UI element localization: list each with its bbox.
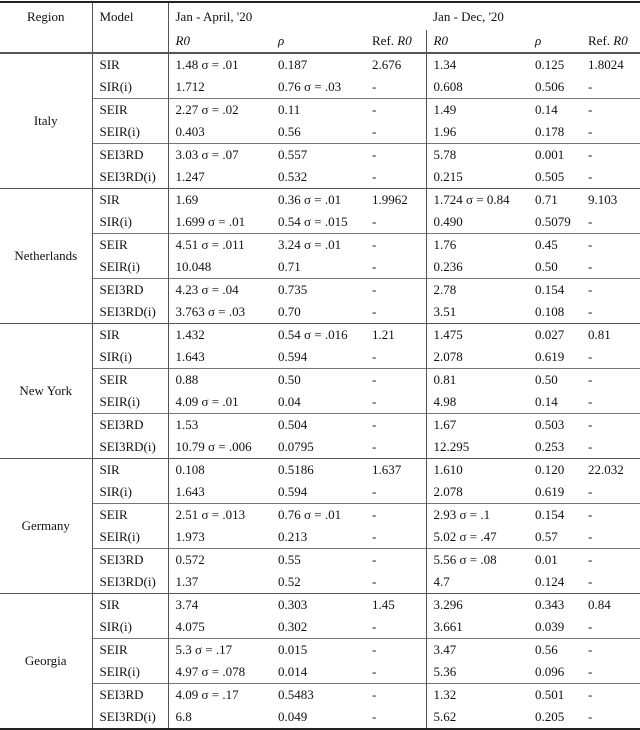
- cell-ref-r0-jan-april: -: [365, 706, 426, 729]
- cell-rho-jan-april: 0.54 σ = .015: [278, 214, 348, 229]
- cell-rho-jan-dec: 0.039: [535, 619, 565, 634]
- cell-model: SIR: [92, 53, 168, 76]
- cell-r0-jan-april: 0.108: [168, 459, 271, 482]
- cell-rho-jan-dec: 0.501: [528, 684, 581, 707]
- cell-ref-r0-jan-dec: -: [581, 504, 640, 527]
- cell-r0-jan-dec: 1.34: [433, 57, 457, 72]
- cell-ref-r0-jan-april: -: [365, 166, 426, 189]
- cell-rho-jan-april: 0.532: [278, 169, 308, 184]
- cell-r0-jan-april: 1.247: [175, 169, 205, 184]
- cell-ref-r0-jan-dec: -: [588, 619, 593, 634]
- cell-ref-r0-jan-dec: -: [588, 304, 593, 319]
- region-name: Italy: [0, 53, 92, 189]
- header-row-periods: [0, 2, 640, 30]
- cell-r0-jan-april: 1.432: [168, 324, 271, 347]
- header-region: Region: [0, 2, 92, 30]
- cell-ref-r0-jan-april: -: [365, 234, 426, 257]
- header-r0-2: [426, 30, 528, 53]
- region-name: New York: [0, 324, 92, 459]
- cell-rho-jan-april: 0.71: [278, 259, 301, 274]
- cell-model: SIR: [92, 324, 168, 347]
- region-name: Germany: [0, 459, 92, 594]
- cell-ref-r0-jan-april: -: [365, 211, 426, 234]
- cell-r0-jan-april: 0.88: [168, 369, 271, 392]
- cell-r0-jan-dec: 0.236: [433, 259, 463, 274]
- header-model: Model: [92, 2, 168, 30]
- cell-r0-jan-dec: 5.36: [433, 664, 457, 679]
- cell-r0-jan-april: 2.51 σ = .013: [168, 504, 271, 527]
- cell-r0-jan-april: 4.09 σ = .01: [175, 394, 239, 409]
- cell-ref-r0-jan-april: -: [365, 144, 426, 167]
- table-row: [0, 549, 640, 572]
- cell-ref-r0-jan-april: -: [365, 391, 426, 414]
- cell-rho-jan-dec: 0.027: [528, 324, 581, 347]
- cell-model: SEI3RD(i): [92, 571, 168, 594]
- cell-r0-jan-april: 0.572: [168, 549, 271, 572]
- cell-ref-r0-jan-dec: 22.032: [581, 459, 640, 482]
- cell-r0-jan-april: 1.53: [168, 414, 271, 437]
- cell-model: SIR: [92, 594, 168, 617]
- cell-ref-r0-jan-dec: -: [588, 664, 593, 679]
- cell-r0-jan-dec: 2.93 σ = .1: [426, 504, 528, 527]
- cell-r0-jan-dec: 0.81: [426, 369, 528, 392]
- cell-ref-r0-jan-dec: 1.8024: [588, 57, 624, 72]
- cell-ref-r0-jan-dec: -: [588, 484, 593, 499]
- cell-model: SEIR(i): [92, 256, 168, 279]
- cell-rho-jan-dec: 0.154: [528, 504, 581, 527]
- cell-rho-jan-dec: 0.178: [535, 124, 565, 139]
- cell-ref-r0-jan-april: 1.9962: [365, 189, 426, 212]
- cell-r0-jan-dec: 5.02 σ = .47: [433, 529, 497, 544]
- cell-r0-jan-dec: 1.724 σ = 0.84: [426, 189, 528, 212]
- cell-r0-jan-april: 4.23 σ = .04: [168, 279, 271, 302]
- cell-ref-r0-jan-dec: -: [581, 279, 640, 302]
- cell-rho-jan-april: 0.594: [278, 349, 308, 364]
- table-row: [0, 166, 640, 189]
- table-row: [0, 279, 640, 302]
- cell-rho-jan-dec: 0.125: [535, 57, 565, 72]
- table-row: [0, 481, 640, 504]
- table-row: [0, 53, 640, 76]
- cell-r0-jan-april: 10.048: [175, 259, 212, 274]
- cell-model: SEI3RD: [92, 414, 168, 437]
- cell-model: SEI3RD(i): [92, 301, 168, 324]
- cell-r0-jan-dec: 1.67: [426, 414, 528, 437]
- cell-model: SEIR: [92, 369, 168, 392]
- table-row: [0, 346, 640, 369]
- cell-rho-jan-april: 0.54 σ = .016: [271, 324, 365, 347]
- cell-ref-r0-jan-april: -: [365, 346, 426, 369]
- cell-r0-jan-april: 4.09 σ = .17: [168, 684, 271, 707]
- cell-ref-r0-jan-dec: 9.103: [581, 189, 640, 212]
- cell-ref-r0-jan-dec: -: [581, 369, 640, 392]
- cell-rho-jan-april: 0.55: [271, 549, 365, 572]
- cell-ref-r0-jan-dec: -: [588, 709, 593, 724]
- cell-rho-jan-dec: 0.14: [535, 394, 558, 409]
- cell-ref-r0-jan-april: -: [365, 639, 426, 662]
- cell-rho-jan-april: 0.50: [271, 369, 365, 392]
- table-row: [0, 616, 640, 639]
- cell-rho-jan-dec: 0.108: [535, 304, 565, 319]
- header-rho-2: [528, 30, 581, 53]
- cell-model: SEI3RD(i): [92, 436, 168, 459]
- cell-model: SEIR(i): [92, 121, 168, 144]
- cell-r0-jan-april: 0.403: [175, 124, 205, 139]
- cell-rho-jan-april: 0.187: [278, 57, 308, 72]
- cell-rho-jan-april: 0.302: [278, 619, 308, 634]
- cell-rho-jan-dec: 0.45: [528, 234, 581, 257]
- cell-rho-jan-dec: 0.001: [528, 144, 581, 167]
- cell-rho-jan-dec: 0.619: [535, 349, 565, 364]
- rho-label: ρ: [535, 33, 542, 48]
- header-empty: [92, 30, 168, 53]
- cell-r0-jan-april: 6.8: [175, 709, 192, 724]
- cell-ref-r0-jan-april: -: [365, 279, 426, 302]
- table-row: [0, 121, 640, 144]
- table-row: [0, 414, 640, 437]
- cell-rho-jan-dec: 0.50: [528, 369, 581, 392]
- table-row: [0, 571, 640, 594]
- cell-model: SEIR: [92, 234, 168, 257]
- cell-r0-jan-april: 1.712: [175, 79, 205, 94]
- cell-ref-r0-jan-dec: -: [588, 439, 593, 454]
- cell-ref-r0-jan-dec: -: [581, 639, 640, 662]
- table-row: [0, 256, 640, 279]
- cell-ref-r0-jan-april: -: [365, 436, 426, 459]
- cell-r0-jan-april: 10.79 σ = .006: [175, 439, 252, 454]
- table-row: [0, 706, 640, 729]
- cell-r0-jan-april: 1.37: [175, 574, 199, 589]
- header-empty: [0, 30, 92, 53]
- table-row: [0, 301, 640, 324]
- cell-ref-r0-jan-dec: -: [581, 684, 640, 707]
- r0-label: R0: [613, 33, 628, 48]
- cell-rho-jan-april: 0.5483: [271, 684, 365, 707]
- cell-r0-jan-dec: 1.32: [426, 684, 528, 707]
- r0-label: R0: [397, 33, 412, 48]
- cell-r0-jan-dec: 2.078: [433, 349, 463, 364]
- cell-rho-jan-april: 3.24 σ = .01: [271, 234, 365, 257]
- cell-r0-jan-dec: 1.76: [426, 234, 528, 257]
- cell-model: SIR: [92, 459, 168, 482]
- cell-model: SIR: [92, 189, 168, 212]
- cell-model: SIR(i): [92, 481, 168, 504]
- cell-r0-jan-dec: 3.661: [433, 619, 463, 634]
- cell-rho-jan-dec: 0.505: [535, 169, 565, 184]
- cell-rho-jan-april: 0.76 σ = .03: [278, 79, 342, 94]
- cell-ref-r0-jan-dec: -: [588, 124, 593, 139]
- cell-rho-jan-april: 0.735: [271, 279, 365, 302]
- r0-label: R0: [433, 33, 448, 48]
- table-row: [0, 661, 640, 684]
- cell-r0-jan-april: 4.97 σ = .078: [175, 664, 246, 679]
- cell-rho-jan-april: 0.36 σ = .01: [271, 189, 365, 212]
- cell-rho-jan-dec: 0.154: [528, 279, 581, 302]
- header-ref-r0-2: [581, 30, 640, 53]
- cell-r0-jan-dec: 1.96: [433, 124, 457, 139]
- table-row: [0, 594, 640, 617]
- cell-r0-jan-dec: 0.215: [433, 169, 463, 184]
- cell-ref-r0-jan-dec: -: [588, 259, 593, 274]
- table-row: [0, 639, 640, 662]
- cell-ref-r0-jan-april: -: [365, 661, 426, 684]
- cell-model: SEI3RD: [92, 684, 168, 707]
- cell-r0-jan-april: 1.973: [175, 529, 205, 544]
- cell-ref-r0-jan-april: -: [365, 616, 426, 639]
- cell-rho-jan-dec: 0.096: [535, 664, 565, 679]
- cell-model: SEIR: [92, 639, 168, 662]
- cell-r0-jan-april: 4.51 σ = .011: [168, 234, 271, 257]
- cell-rho-jan-dec: 0.50: [535, 259, 558, 274]
- cell-rho-jan-april: 0.504: [271, 414, 365, 437]
- cell-ref-r0-jan-april: 1.21: [365, 324, 426, 347]
- cell-ref-r0-jan-april: -: [365, 571, 426, 594]
- cell-rho-jan-dec: 0.253: [535, 439, 565, 454]
- region-name: Netherlands: [0, 189, 92, 324]
- r0-label: R0: [175, 33, 190, 48]
- cell-ref-r0-jan-dec: -: [588, 394, 593, 409]
- cell-rho-jan-dec: 0.619: [535, 484, 565, 499]
- cell-ref-r0-jan-dec: -: [588, 79, 593, 94]
- cell-model: SEI3RD: [92, 144, 168, 167]
- cell-ref-r0-jan-dec: -: [588, 574, 593, 589]
- cell-rho-jan-april: 0.049: [278, 709, 308, 724]
- cell-rho-jan-april: 0.014: [278, 664, 308, 679]
- cell-rho-jan-april: 0.5186: [271, 459, 365, 482]
- cell-r0-jan-april: 1.69: [168, 189, 271, 212]
- cell-r0-jan-dec: 4.7: [433, 574, 450, 589]
- cell-ref-r0-jan-april: -: [365, 369, 426, 392]
- cell-r0-jan-dec: 12.295: [433, 439, 470, 454]
- cell-r0-jan-april: 5.3 σ = .17: [168, 639, 271, 662]
- cell-ref-r0-jan-april: -: [365, 414, 426, 437]
- cell-model: SEI3RD(i): [92, 166, 168, 189]
- cell-r0-jan-april: 4.075: [175, 619, 205, 634]
- cell-r0-jan-dec: 4.98: [433, 394, 457, 409]
- cell-r0-jan-dec: 2.78: [426, 279, 528, 302]
- cell-rho-jan-dec: 0.506: [535, 79, 565, 94]
- cell-rho-jan-april: 0.594: [278, 484, 308, 499]
- cell-ref-r0-jan-april: -: [365, 684, 426, 707]
- cell-rho-jan-april: 0.213: [278, 529, 308, 544]
- cell-r0-jan-dec: 0.490: [433, 214, 463, 229]
- table-row: [0, 526, 640, 549]
- cell-r0-jan-dec: 3.51: [433, 304, 457, 319]
- cell-ref-r0-jan-april: 1.637: [365, 459, 426, 482]
- table-row: [0, 459, 640, 482]
- cell-rho-jan-april: 0.015: [271, 639, 365, 662]
- cell-rho-jan-april: 0.557: [271, 144, 365, 167]
- cell-r0-jan-april: 1.699 σ = .01: [175, 214, 246, 229]
- cell-r0-jan-dec: 5.62: [433, 709, 457, 724]
- cell-rho-jan-april: 0.70: [278, 304, 301, 319]
- cell-r0-jan-april: 1.48 σ = .01: [175, 57, 239, 72]
- table-row: [0, 504, 640, 527]
- table-row: [0, 76, 640, 99]
- cell-rho-jan-april: 0.56: [278, 124, 301, 139]
- cell-ref-r0-jan-dec: -: [581, 414, 640, 437]
- cell-ref-r0-jan-dec: -: [588, 529, 593, 544]
- cell-ref-r0-jan-dec: -: [581, 234, 640, 257]
- cell-ref-r0-jan-dec: 0.84: [581, 594, 640, 617]
- cell-rho-jan-dec: 0.56: [528, 639, 581, 662]
- cell-rho-jan-april: 0.52: [278, 574, 301, 589]
- table-row: [0, 369, 640, 392]
- cell-rho-jan-april: 0.04: [278, 394, 301, 409]
- cell-ref-r0-jan-april: -: [365, 549, 426, 572]
- cell-ref-r0-jan-april: -: [365, 256, 426, 279]
- cell-r0-jan-april: 3.03 σ = .07: [168, 144, 271, 167]
- cell-r0-jan-april: 1.643: [175, 349, 205, 364]
- cell-r0-jan-april: 3.74: [168, 594, 271, 617]
- cell-ref-r0-jan-dec: -: [581, 99, 640, 122]
- header-period-jan-dec: Jan - Dec, '20: [433, 9, 504, 24]
- cell-rho-jan-april: 0.76 σ = .01: [271, 504, 365, 527]
- rho-label: ρ: [278, 33, 285, 48]
- ref-label: Ref.: [372, 33, 398, 48]
- cell-model: SEIR(i): [92, 661, 168, 684]
- cell-rho-jan-dec: 0.5079: [535, 214, 571, 229]
- results-table: [0, 1, 640, 730]
- cell-r0-jan-dec: 1.49: [426, 99, 528, 122]
- cell-model: SIR(i): [92, 76, 168, 99]
- cell-model: SEIR(i): [92, 526, 168, 549]
- table-row: [0, 234, 640, 257]
- cell-rho-jan-april: 0.11: [271, 99, 365, 122]
- cell-r0-jan-dec: 2.078: [433, 484, 463, 499]
- cell-ref-r0-jan-dec: -: [581, 144, 640, 167]
- cell-model: SIR(i): [92, 616, 168, 639]
- cell-model: SEI3RD(i): [92, 706, 168, 729]
- table-row: [0, 99, 640, 122]
- table-row: [0, 211, 640, 234]
- cell-rho-jan-dec: 0.124: [535, 574, 565, 589]
- cell-r0-jan-dec: 5.56 σ = .08: [426, 549, 528, 572]
- header-row-metrics: [0, 30, 640, 53]
- cell-rho-jan-dec: 0.01: [528, 549, 581, 572]
- cell-r0-jan-dec: 1.610: [426, 459, 528, 482]
- cell-model: SIR(i): [92, 211, 168, 234]
- table-body: [0, 53, 640, 729]
- cell-model: SEI3RD: [92, 279, 168, 302]
- cell-rho-jan-dec: 0.14: [528, 99, 581, 122]
- cell-r0-jan-april: 3.763 σ = .03: [175, 304, 246, 319]
- cell-ref-r0-jan-april: -: [365, 76, 426, 99]
- cell-r0-jan-dec: 0.608: [433, 79, 463, 94]
- cell-ref-r0-jan-april: -: [365, 121, 426, 144]
- header-r0-1: [168, 30, 271, 53]
- header-rho-1: [271, 30, 365, 53]
- table-row: [0, 436, 640, 459]
- cell-ref-r0-jan-april: -: [365, 301, 426, 324]
- cell-ref-r0-jan-april: -: [365, 504, 426, 527]
- cell-rho-jan-dec: 0.71: [528, 189, 581, 212]
- region-name: Georgia: [0, 594, 92, 730]
- cell-r0-jan-dec: 3.296: [426, 594, 528, 617]
- cell-ref-r0-jan-april: 1.45: [365, 594, 426, 617]
- cell-ref-r0-jan-april: -: [365, 526, 426, 549]
- cell-rho-jan-dec: 0.503: [528, 414, 581, 437]
- cell-model: SEIR: [92, 99, 168, 122]
- cell-r0-jan-dec: 5.78: [426, 144, 528, 167]
- cell-rho-jan-dec: 0.57: [535, 529, 558, 544]
- cell-r0-jan-dec: 3.47: [426, 639, 528, 662]
- cell-ref-r0-jan-april: -: [365, 481, 426, 504]
- header-period-jan-april: Jan - April, '20: [175, 9, 253, 24]
- cell-ref-r0-jan-dec: -: [581, 549, 640, 572]
- cell-rho-jan-april: 0.303: [271, 594, 365, 617]
- cell-ref-r0-jan-april: -: [365, 99, 426, 122]
- table-row: [0, 391, 640, 414]
- cell-rho-jan-april: 0.0795: [278, 439, 314, 454]
- cell-ref-r0-jan-dec: -: [588, 169, 593, 184]
- cell-rho-jan-dec: 0.205: [535, 709, 565, 724]
- cell-r0-jan-april: 1.643: [175, 484, 205, 499]
- header-ref-r0-1: [365, 30, 426, 53]
- table-row: [0, 189, 640, 212]
- cell-rho-jan-dec: 0.343: [528, 594, 581, 617]
- cell-model: SEI3RD: [92, 549, 168, 572]
- table-row: [0, 144, 640, 167]
- cell-model: SIR(i): [92, 346, 168, 369]
- cell-r0-jan-april: 2.27 σ = .02: [168, 99, 271, 122]
- cell-ref-r0-jan-dec: -: [588, 349, 593, 364]
- table-row: [0, 324, 640, 347]
- cell-model: SEIR(i): [92, 391, 168, 414]
- cell-rho-jan-dec: 0.120: [528, 459, 581, 482]
- cell-model: SEIR: [92, 504, 168, 527]
- cell-r0-jan-dec: 1.475: [426, 324, 528, 347]
- ref-label: Ref.: [588, 33, 614, 48]
- cell-ref-r0-jan-april: 2.676: [365, 53, 426, 76]
- cell-ref-r0-jan-dec: 0.81: [581, 324, 640, 347]
- table-row: [0, 684, 640, 707]
- cell-ref-r0-jan-dec: -: [588, 214, 593, 229]
